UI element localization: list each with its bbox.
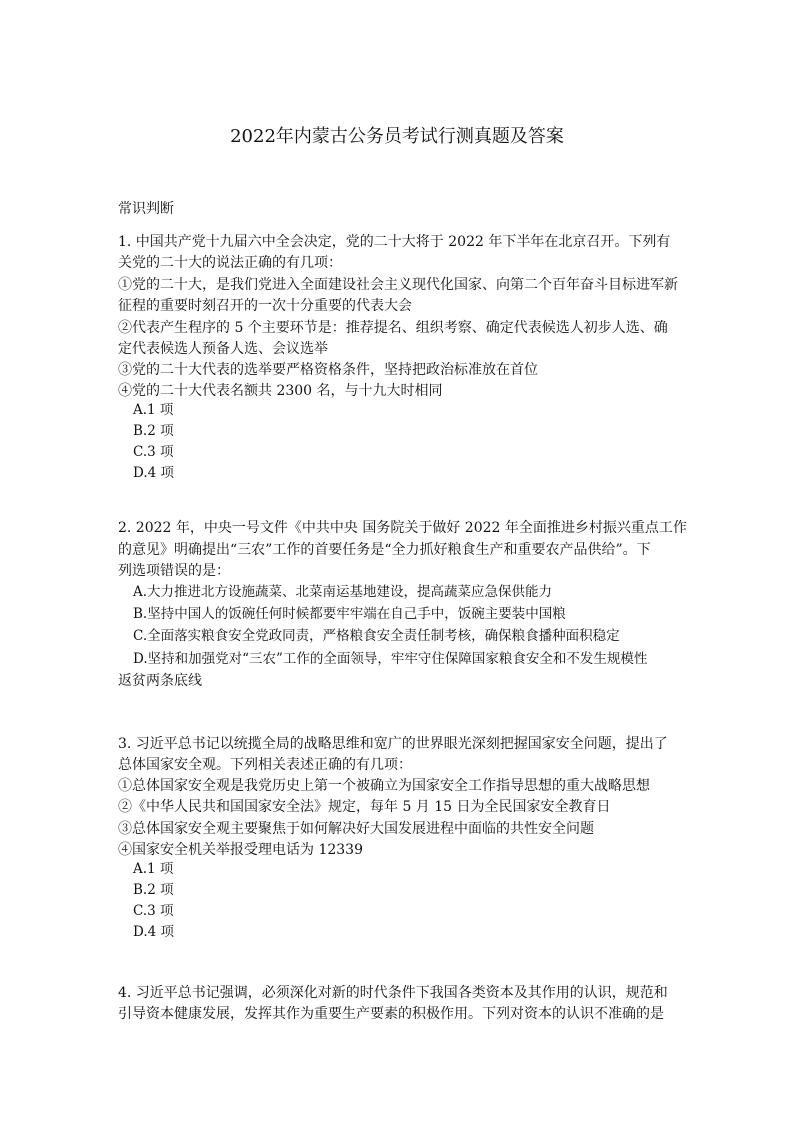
q2-line: 的意见》明确提出“三农”工作的首要任务是“全力抓好粮食生产和重要农产品供给”。下 [118,542,651,558]
q3-option-b: B.2 项 [133,882,174,898]
q3-line: ④国家安全机关举报受理电话为 12339 [118,842,363,858]
q1-line: ②代表产生程序的 5 个主要环节是：推荐提名、组织考察、确定代表候选人初步人选、确 [118,320,668,336]
q1-line: 征程的重要时刻召开的一次十分重要的代表大会 [118,298,412,314]
section-heading: 常识判断 [118,201,174,217]
document-title: 2022年内蒙古公务员考试行测真题及答案 [230,126,564,147]
q1-option-b: B.2 项 [133,423,174,439]
q2-line: 2. 2022 年，中央一号文件《中共中央 国务院关于做好 2022 年全面推进乡村振兴重点工作 [118,520,687,536]
q4-line: 4. 习近平总书记强调，必须深化对新的时代条件下我国各类资本及其作用的认识，规范和 [118,985,668,1001]
q1-option-d: D.4 项 [133,465,175,481]
q2-option-a: A.大力推进北方设施蔬菜、北菜南运基地建设，提高蔬菜应急保供能力 [133,584,553,600]
q3-line: 总体国家安全观。下列相关表述正确的有几项： [118,757,412,773]
q2-option-d-continuation: 返贫两条底线 [118,673,202,689]
q3-option-d: D.4 项 [133,924,175,940]
q2-option-d: D.坚持和加强党对“三农”工作的全面领导，牢牢守住保障国家粮食安全和不发生规模性 [133,651,648,667]
q1-option-a: A.1 项 [133,402,174,418]
q1-option-c: C.3 项 [133,444,174,460]
q1-line: 关党的二十大的说法正确的有几项： [118,255,342,271]
q3-option-a: A.1 项 [133,861,174,877]
q1-line: 定代表候选人预备人选、会议选举 [118,341,328,357]
q1-line: ④党的二十大代表名额共 2300 名，与十九大时相同 [118,383,443,399]
q3-line: ①总体国家安全观是我党历史上第一个被确立为国家安全工作指导思想的重大战略思想 [118,778,650,794]
q1-line: ③党的二十大代表的选举要严格资格条件，坚持把政治标准放在首位 [118,362,538,378]
q3-line: ③总体国家安全观主要聚焦于如何解决好大国发展进程中面临的共性安全问题 [118,821,594,837]
q3-option-c: C.3 项 [133,903,174,919]
q1-line: 1. 中国共产党十九届六中全会决定，党的二十大将于 2022 年下半年在北京召开。下列有 [118,234,671,250]
q3-line: 3. 习近平总书记以统揽全局的战略思维和宽广的世界眼光深刻把握国家安全问题，提出了 [118,736,668,752]
q3-line: ②《中华人民共和国国家安全法》规定，每年 5 月 15 日为全民国家安全教育日 [118,799,611,815]
q1-line: ①党的二十大，是我们党进入全面建设社会主义现代化国家、向第二个百年奋斗目标进军新 [118,277,678,293]
q2-option-c: C.全面落实粮食安全党政同责，严格粮食安全责任制考核，确保粮食播种面积稳定 [133,628,620,644]
q4-line: 引导资本健康发展，发挥其作为重要生产要素的积极作用。下列对资本的认识不准确的是 [118,1006,664,1022]
q2-option-b: B.坚持中国人的饭碗任何时候都要牢牢端在自己手中，饭碗主要装中国粮 [133,606,566,622]
q2-line: 列选项错误的是： [118,563,230,579]
